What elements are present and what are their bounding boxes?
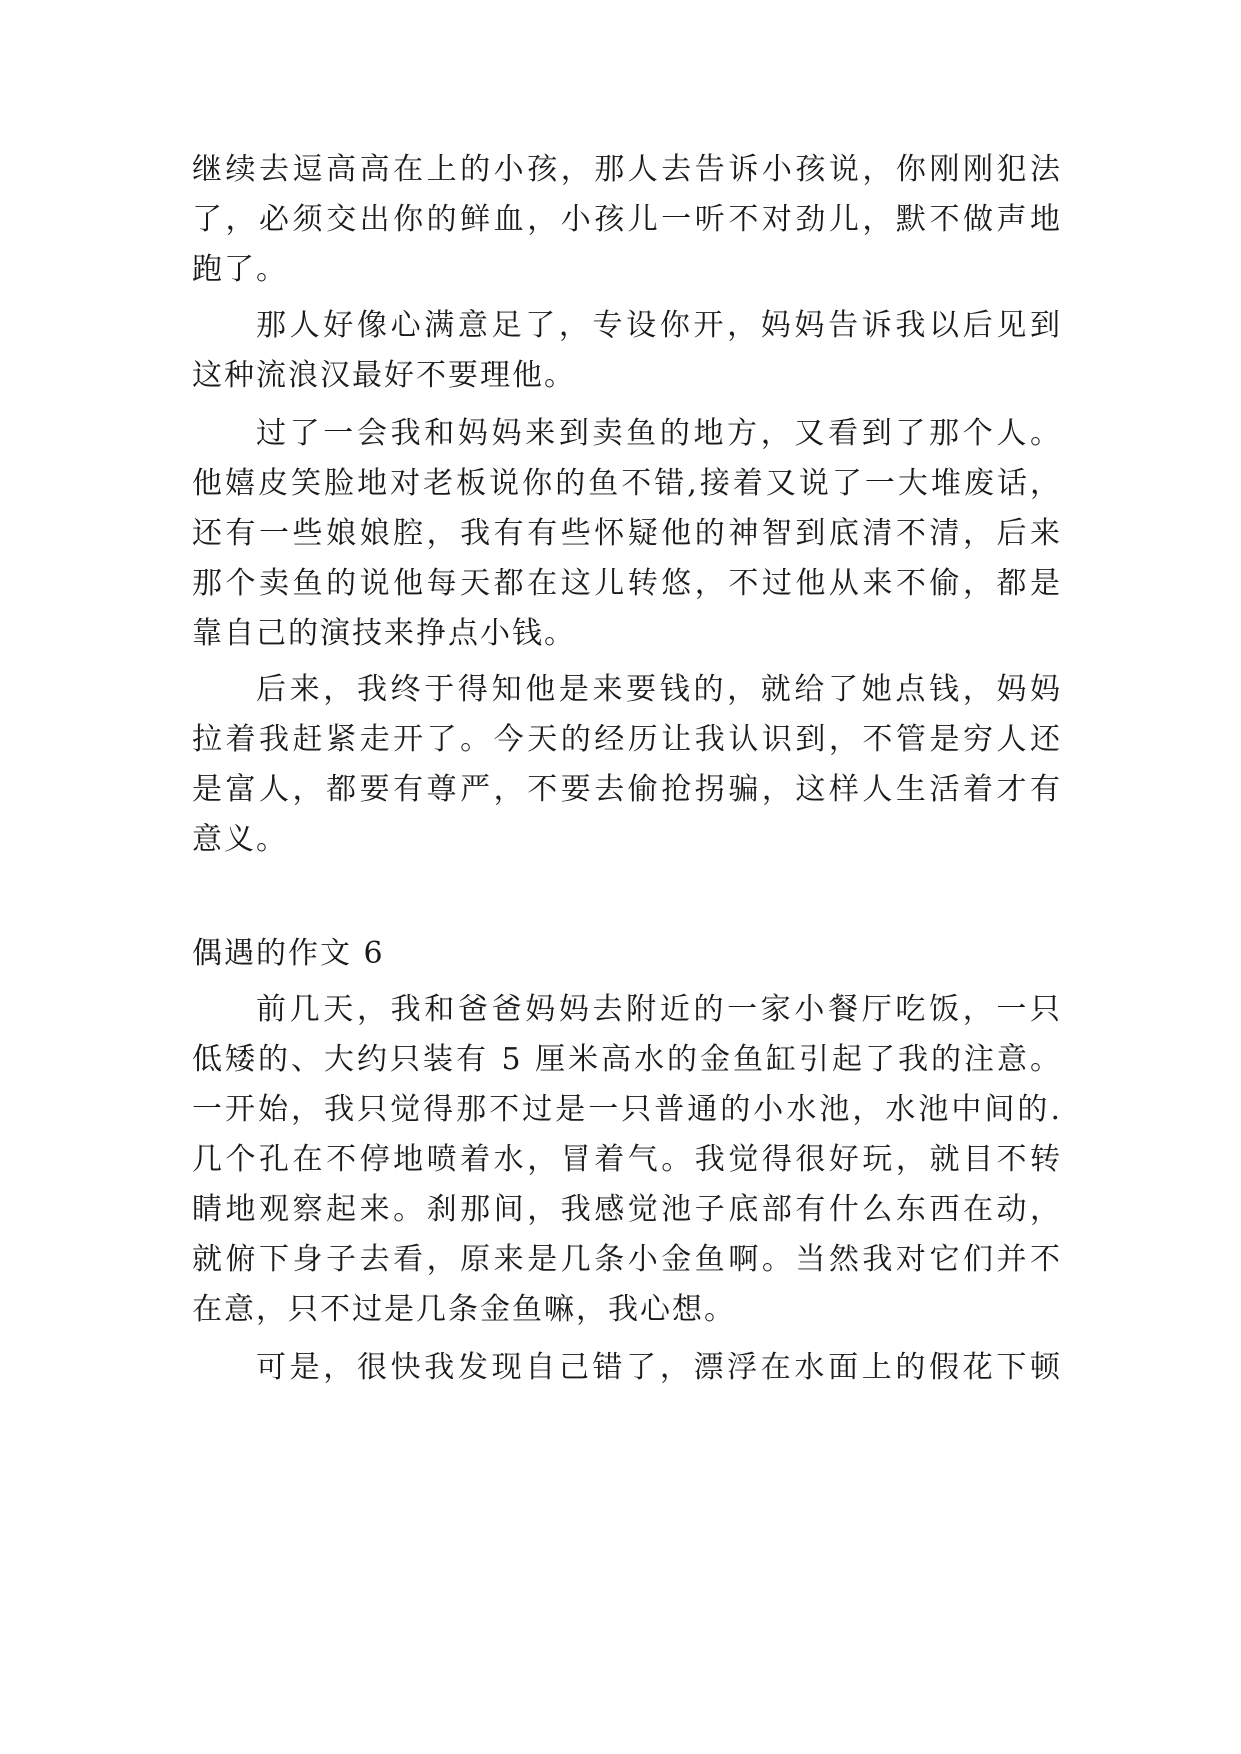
text-line: 这种流浪汉最好不要理他。 bbox=[192, 358, 576, 393]
text-line: 了，必须交出你的鲜血，小孩儿一听不对劲儿，默不做声地 bbox=[192, 202, 1062, 237]
paragraph-first-line: 那人好像心满意足了，专设你开，妈妈告诉我以后见到 bbox=[256, 308, 1062, 343]
text-line: 那个卖鱼的说他每天都在这儿转悠，不过他从来不偷，都是 bbox=[192, 566, 1062, 601]
text-line: 就俯下身子去看，原来是几条小金鱼啊。当然我对它们并不 bbox=[192, 1242, 1062, 1277]
section-heading: 偶遇的作文 6 bbox=[192, 936, 385, 971]
text-line: 继续去逗高高在上的小孩，那人去告诉小孩说，你刚刚犯法 bbox=[192, 152, 1062, 187]
text-line: 在意，只不过是几条金鱼嘛，我心想。 bbox=[192, 1292, 736, 1327]
text-line: 一开始，我只觉得那不过是一只普通的小水池，水池中间的. bbox=[192, 1092, 1062, 1127]
text-line: 低矮的、大约只装有 5 厘米高水的金鱼缸引起了我的注意。 bbox=[192, 1042, 1062, 1077]
text-line: 睛地观察起来。刹那间，我感觉池子底部有什么东西在动， bbox=[192, 1192, 1062, 1227]
text-line: 几个孔在不停地喷着水，冒着气。我觉得很好玩，就目不转 bbox=[192, 1142, 1062, 1177]
text-line: 还有一些娘娘腔，我有有些怀疑他的神智到底清不清，后来 bbox=[192, 516, 1062, 551]
text-line: 靠自己的演技来挣点小钱。 bbox=[192, 616, 576, 651]
text-line: 他嬉皮笑脸地对老板说你的鱼不错,接着又说了一大堆废话， bbox=[192, 466, 1062, 501]
paragraph-first-line: 前几天，我和爸爸妈妈去附近的一家小餐厅吃饭，一只 bbox=[256, 992, 1062, 1027]
text-line: 意义。 bbox=[192, 822, 288, 857]
paragraph-first-line: 可是，很快我发现自己错了，漂浮在水面上的假花下顿 bbox=[256, 1350, 1062, 1385]
text-line: 是富人，都要有尊严，不要去偷抢拐骗，这样人生活着才有 bbox=[192, 772, 1062, 807]
text-line: 跑了。 bbox=[192, 252, 288, 287]
text-line: 拉着我赶紧走开了。今天的经历让我认识到，不管是穷人还 bbox=[192, 722, 1062, 757]
paragraph-first-line: 过了一会我和妈妈来到卖鱼的地方，又看到了那个人。 bbox=[256, 416, 1062, 451]
paragraph-first-line: 后来，我终于得知他是来要钱的，就给了她点钱，妈妈 bbox=[256, 672, 1062, 707]
